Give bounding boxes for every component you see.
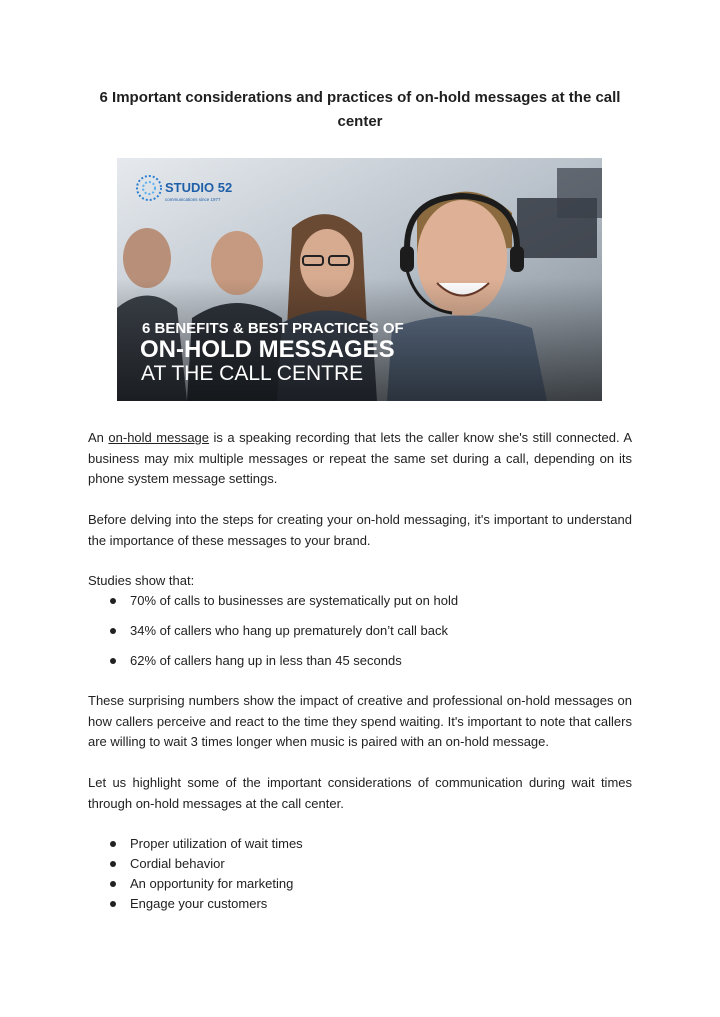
logo-text: STUDIO 52 xyxy=(165,180,233,195)
bullet-icon xyxy=(110,628,116,634)
hero-headline-line2: ON-HOLD MESSAGES xyxy=(140,336,395,363)
studies-label: Studies show that: xyxy=(88,573,195,588)
stat-text: 62% of callers hang up in less than 45 seconds xyxy=(130,653,402,668)
consideration-text: An opportunity for marketing xyxy=(130,876,294,891)
bullet-icon xyxy=(110,901,116,907)
list-item xyxy=(88,874,632,894)
consideration-text: Engage your customers xyxy=(130,896,268,911)
bullet-icon xyxy=(110,598,116,604)
highlight-paragraph: Let us highlight some of the important considerations of communication during wait times through on-hold messages at the call center. xyxy=(88,775,632,811)
intro-paragraph xyxy=(88,428,632,490)
on-hold-message-link[interactable]: on-hold message xyxy=(108,430,210,445)
list-item xyxy=(88,834,632,854)
bullet-icon xyxy=(110,841,116,847)
logo-tagline: communications since 1977 xyxy=(165,197,221,202)
stats-list xyxy=(88,591,632,671)
list-item xyxy=(88,621,632,641)
intro-prefix: An xyxy=(88,430,109,445)
numbers-paragraph: These surprising numbers show the impact of creative and professional on-hold messages on how callers perceive and react to the time they spend waiting. It's important to note that callers are willing to wait 3 times longer when music is paired with an on-hold message. xyxy=(88,693,632,749)
list-item xyxy=(88,894,632,914)
stat-text: 34% of callers who hang up prematurely don’t call back xyxy=(130,623,448,638)
stat-text: 70% of calls to businesses are systematically put on hold xyxy=(130,593,459,608)
bullet-icon xyxy=(110,658,116,664)
hero-image xyxy=(117,158,602,401)
hero-headline-line1: 6 BENEFITS & BEST PRACTICES OF xyxy=(142,320,404,337)
list-item xyxy=(88,651,632,671)
bullet-icon xyxy=(110,861,116,867)
list-item xyxy=(88,591,632,611)
importance-paragraph: Before delving into the steps for creating your on-hold messaging, it's important to understand the importance of these messages to your brand. xyxy=(88,512,632,548)
intro-suffix: is a speaking recording that lets the caller know she's still connected. A business may mix multiple messages or repeat the same set during a call, depending on its phone system message settings. xyxy=(88,430,633,486)
consideration-text: Cordial behavior xyxy=(130,856,225,871)
consideration-text: Proper utilization of wait times xyxy=(130,836,303,851)
bullet-icon xyxy=(110,881,116,887)
list-item xyxy=(88,854,632,874)
page-title: 6 Important considerations and practices of on-hold messages at the call center xyxy=(99,89,621,130)
hero-headline-line3: AT THE CALL CENTRE xyxy=(141,362,364,385)
considerations-list xyxy=(88,834,632,914)
hero-illustration xyxy=(117,158,602,401)
